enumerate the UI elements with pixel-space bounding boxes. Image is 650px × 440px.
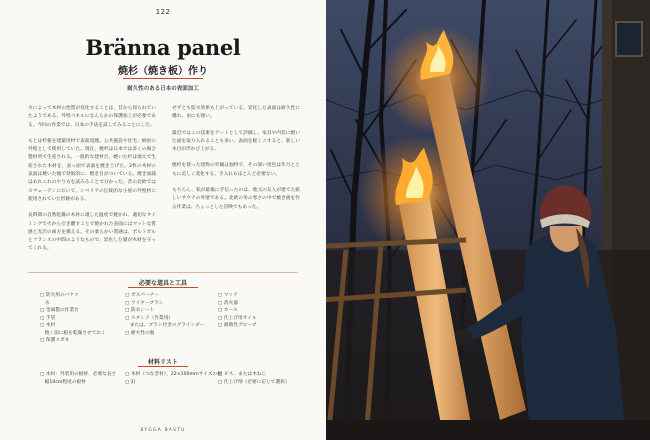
list-item: □ 手袋 (40, 315, 56, 321)
list-item: □ ワイヤーブラシ (125, 300, 164, 306)
body-paragraph: 長時間の自然乾燥の木材に適した温度で焼かれ、適切なタイミングで火から引き離すことで焼かれた表面にはマットな質感と光沢の両方を備える。その柔らかい質感は、ポルトガルとフランスの中間のようなもので、炭化した層が木材を守ってくれる。 (28, 213, 156, 252)
list-item: または、ブラシ付きのグラインダー (125, 323, 205, 328)
glove (455, 329, 473, 345)
list-item: □ マッチ (218, 293, 238, 298)
body-paragraph: もちろん、私が最後に手伝ったのは、地元の友人が建てた新しいサウナの外壁である。北欧の冬の寒さの中で焼き板を作る作業は、ちょっとした冒険でもあった。 (172, 188, 300, 210)
list-item: □ 耐熱性グローブ (218, 323, 257, 328)
list-item: □ 釘 (125, 379, 136, 385)
cabin-window (616, 22, 642, 56)
body-paragraph: 火によって木材の性質が変化することは、昔から知られていたようである。外壁パネルになんらかの保護加工が必要である。今回の作業では、日本の手法を試してみることにした。 (28, 106, 156, 128)
list-item: □ ホース (218, 308, 238, 313)
body-column-2 (172, 105, 300, 220)
list-item: 焼く前に板を乾燥させておく (40, 330, 106, 336)
list-item: 幅10cm程度の板材 (40, 379, 86, 385)
materials-heading: 材料リスト (148, 359, 178, 366)
section-divider (28, 272, 298, 273)
body-column-1 (28, 105, 156, 262)
body-paragraph: 最近ではこの技術をアートとして評価し、家具や内装に焼いた面を取り入れることも多い。表面を軽くこすると、新しい木目が浮かび上がる。 (172, 130, 300, 153)
tools-list-2 (125, 292, 204, 337)
list-item: □ 木材（つなぎ材）、22×100mmサイズの板 (125, 372, 222, 377)
subtitle-underline (123, 78, 203, 79)
body-paragraph: せずとも防水効果も上がっている。炭化した表面は耐久性に優れ、虫にも強い。 (172, 106, 300, 120)
list-item: □ 保護メガネ (40, 338, 70, 343)
page-title: Bränna panel (85, 35, 241, 60)
materials-list-1 (40, 371, 116, 386)
list-item: □ ビス、または木ねじ (218, 372, 267, 377)
tools-list-1 (40, 292, 106, 345)
materials-list-3 (218, 371, 290, 386)
tools-list-3 (218, 292, 257, 330)
list-item: □ 金属製の作業台 (40, 308, 79, 313)
list-item: □ 防水シート (125, 308, 155, 313)
page-number: 122 (155, 8, 171, 16)
page-tagline: 耐久性のある日本の表面加工 (127, 86, 199, 92)
burning-planks-photo (326, 0, 650, 440)
list-item: □ スタンド（作業用） (125, 315, 174, 321)
page-footer: BYGGA BASTU (140, 428, 186, 433)
list-item: □ ガスバーナー (125, 293, 160, 298)
list-item: 水 (40, 300, 50, 306)
list-item: □ 木材 (40, 323, 56, 328)
list-item: □ 仕上げ剤（必要に応じて選択） (218, 379, 290, 385)
tools-heading-underline (128, 287, 198, 288)
page-subtitle: 焼杉（焼き板）作り (118, 66, 208, 77)
list-item: □ 仕上げ用オイル (218, 315, 257, 321)
list-item: □ 木材：外装用の板材、必要な長さ (40, 372, 117, 377)
body-paragraph: 焼杉を使った建物の外観は独特で、その深い黒色は年月とともに美しく変化する。手入れもほとんど必要ない。 (172, 163, 300, 177)
materials-list-2 (125, 371, 222, 386)
list-item: □ 耐火性の服 (125, 330, 155, 336)
tools-heading: 必要な道具と工具 (138, 280, 187, 287)
body-paragraph: もとは杉板を建築用材で表面処理。公共施設や住宅、納屋の外壁として使用していた。現在、焼杉は日本では多くの場合製材所で生産される。一般的な建材だ。焼いた杉は地元で生産された木材を、表っ面で表面を焼き上げた。2枚の木材の表面は焼いた後で効果的に、焼き目がついている。焼き加減はあれこれのやり方を試みることで分かった。昔の北欧ではスウェーデンにおいて、シベリアの伝統的な小屋の外壁材に使用されていた形跡がある。 (28, 138, 156, 202)
list-item: □ 消火器 (218, 300, 238, 306)
list-item: □ 防火用のバケツ (40, 293, 79, 298)
materials-heading-underline (138, 366, 188, 367)
